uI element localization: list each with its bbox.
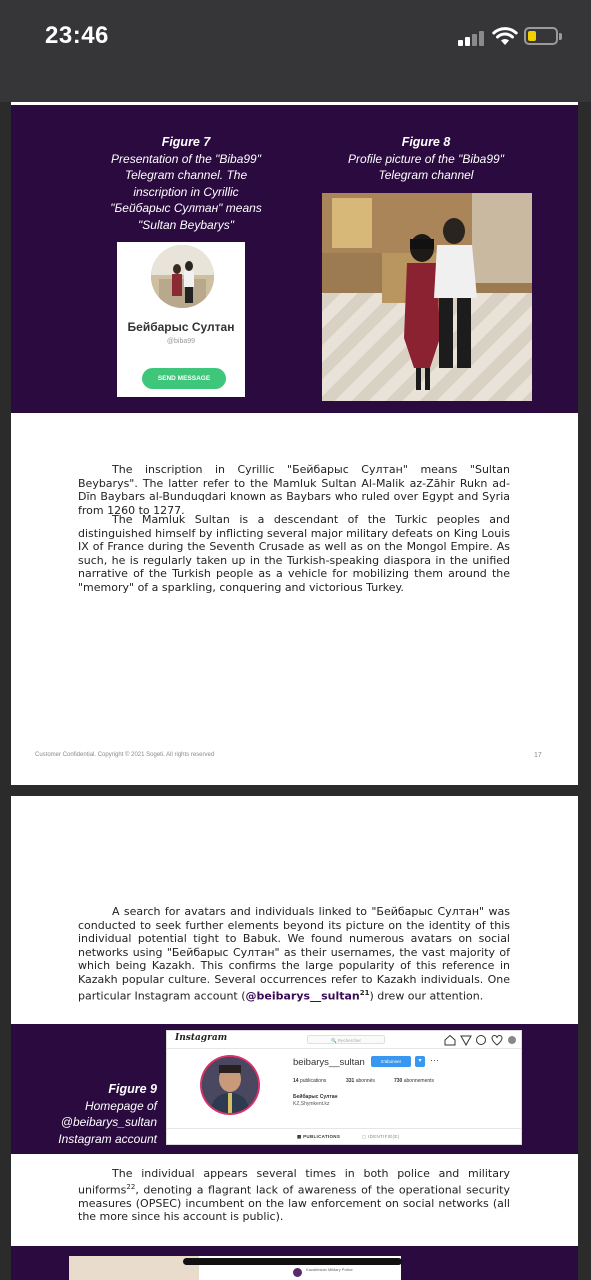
caption-line: "Бейбарыс Султан" means [110,201,262,215]
figure-band-9 [11,1024,578,1154]
figure-9-label: Figure 9 [108,1082,157,1096]
paragraph-avatar-search [78,905,510,1003]
instagram-header [167,1031,522,1049]
caption-line: Telegram channel. The [124,168,248,182]
home-indicator[interactable] [183,1258,402,1265]
caption-line: Profile picture of the "Biba99" [348,151,504,166]
figure-8-caption [336,134,516,184]
caption-line: Homepage of [84,1098,157,1113]
profile-picture-photo [322,193,532,401]
address-bar[interactable] [0,62,591,102]
figure-9-caption [17,1081,157,1147]
followers-count-value: 331 [346,1078,355,1084]
more-options-icon[interactable]: ··· [430,1055,439,1065]
posts-count [293,1078,326,1084]
instagram-nav-icons [443,1034,519,1046]
cellular-signal-icon [458,28,486,46]
telegram-handle: @biba99 [166,338,196,345]
paragraph-text-end: ) drew our attention. [369,989,484,1003]
paragraph-uniforms [78,1167,510,1224]
instagram-tab-divider [167,1128,522,1129]
telegram-channel-name: Бейбарыс Султан [127,320,235,334]
following-count-label: abonnements [403,1078,435,1084]
instagram-avatar [202,1057,258,1113]
telegram-channel-card [117,242,245,397]
page-footer: Customer Confidential. Copyright © 2021 Sogeti. All rights reserved [35,752,215,758]
caption-line: "Sultan Beybarys" [138,217,234,232]
status-time: 23:46 [45,22,109,49]
footnote-ref-21[interactable]: 21 [359,988,370,997]
status-bar [0,0,591,62]
telegram-avatar [151,245,214,308]
paragraph-mamluk-sultan: The Mamluk Sultan is a descendant of the Turkic peoples and distinguished himself by inflicting several major military defeats on King Louis IX of France during the Seventh Crusade as well as on the Mongol Empire. As such, he is regularly taken up in the Turkish-speaking diaspora in the unified narrative of the Turkish people as a vehicle for mobilizing them around the "memory" of a sparkling, conquering and victorious Turkey. [78,513,510,594]
uniform-photo-thumbnail [69,1256,199,1280]
following-count-value: 730 [394,1078,403,1084]
instagram-screenshot [166,1030,522,1145]
caption-line: @beibarys_sultan [60,1115,157,1129]
paragraph-text-end: , denoting a flagrant lack of awareness of the operational security measures (OPSEC) incumbent on the law enforcement on social networks (all the more since his account is public). [78,1183,510,1224]
paragraph-baybars-meaning: The inscription in Cyrillic "Бейбарыс Султан" means "Sultan Beybarys". The latter refer to the Mamluk Sultan Al-Malik az-Zāhir Rukn ad-Dīn Baybars al-Bunduqdari known as Baybars who ruled over Egypt and Syria from 1260 to 1277. [78,463,510,517]
followers-count [346,1078,375,1084]
figure-7-label: Figure 7 [161,135,211,149]
figure-8-label: Figure 8 [401,135,451,149]
paragraph-text: The individual appears several times in both police and military uniforms [78,1167,510,1197]
tab-tagged[interactable]: ▢ IDENTIFIÉ(E) [362,1134,400,1139]
footnote-ref-22[interactable]: 22 [126,1182,136,1191]
wifi-icon [492,26,518,46]
battery-icon [524,27,558,45]
instagram-bio: KZ,Shymkent.kz [293,1101,330,1107]
page-number: 17 [534,752,542,759]
posts-count-label: publications [299,1078,327,1084]
followers-count-label: abonnés [355,1078,375,1084]
instagram-handle-link[interactable]: @beibarys__sultan [245,989,360,1003]
battery-cap [559,33,562,40]
paragraph-text: A search for avatars and individuals linked to "Бейбарыс Султан" was conducted to seek further elements beyond its picture on the identity of this individual potential tight to Babuk. We found numerous avatars on social networks using "Бейбарыс Султан" as their usernames, the vast majority of which being Kazakh. This confirms the large popularity of this reference in Kazakh popular culture. Several occurrences refer to Kazakh individuals. One particular Instagram account ( [78,905,510,1003]
tab-publications[interactable]: ▦ PUBLICATIONS [297,1134,341,1139]
figure-7-caption [96,134,276,233]
document-page-18 [11,796,578,1280]
post-avatar [293,1268,302,1277]
instagram-logo: Instagram [175,1033,228,1043]
instagram-full-name: Бейбарыс Султан [293,1094,338,1100]
caption-line: Telegram channel [378,168,474,182]
suggestions-dropdown-button[interactable]: ▾ [415,1056,425,1067]
caption-line: Presentation of the "Biba99" [111,151,261,166]
post-location: Kazakhstan Military Police [306,1267,353,1272]
caption-line: inscription in Cyrillic [133,184,239,199]
follow-button[interactable]: S'abonner [371,1056,411,1067]
send-message-button[interactable]: SEND MESSAGE [142,368,226,389]
instagram-username: beibarys__sultan [293,1057,365,1068]
following-count [394,1078,434,1084]
caption-line: Instagram account [58,1131,157,1146]
figure-band-7-8 [11,105,578,413]
posts-count-value: 14 [293,1078,299,1084]
instagram-search: 🔍 Rechercher [307,1035,385,1044]
document-page-17 [11,102,578,785]
